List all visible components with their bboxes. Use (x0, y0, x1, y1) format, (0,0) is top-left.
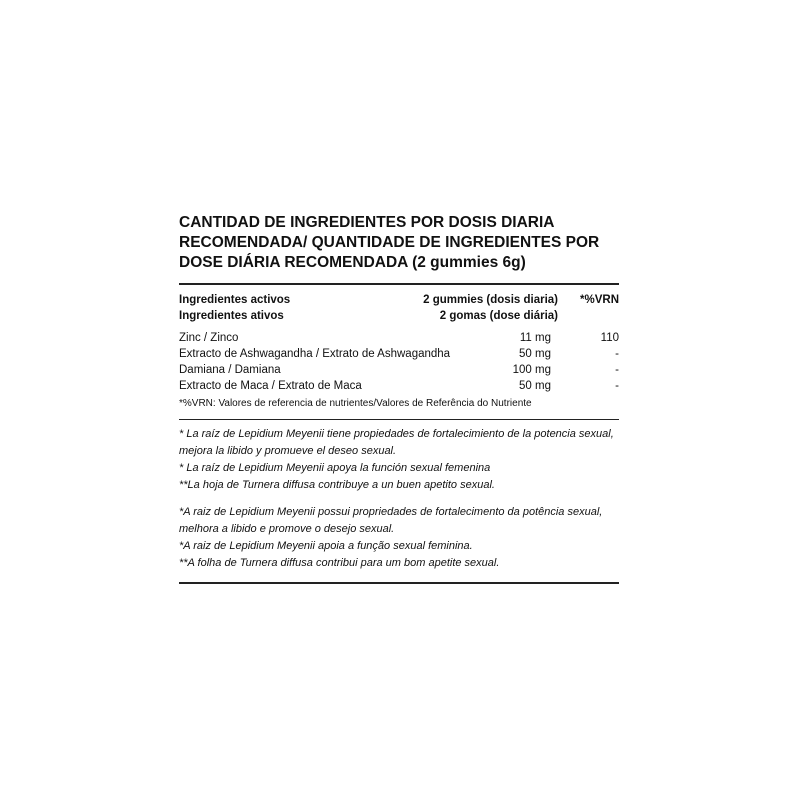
note-es-3: **La hoja de Turnera diffusa contribuye a un buen apetito sexual. (179, 479, 495, 491)
header-qty-pt: 2 gomas (dose diária) (439, 310, 558, 322)
ingredient-name: Extracto de Maca / Extrato de Maca (179, 380, 362, 392)
table-header (179, 292, 619, 324)
note-pt-2: *A raiz de Lepidium Meyenii apoia a função sexual feminina. (179, 540, 473, 552)
table-row (179, 362, 619, 378)
ingredient-qty: 50 mg (519, 348, 551, 360)
ingredient-qty: 11 mg (519, 332, 551, 344)
panel-title (179, 212, 619, 273)
ingredient-name: Extracto de Ashwagandha / Extrato de Ashwagandha (179, 348, 451, 360)
header-name-es: Ingredientes activos (179, 294, 291, 306)
ingredient-name: Zinc / Zinco (179, 332, 239, 344)
title-line-2: RECOMENDADA/ QUANTIDADE DE INGREDIENTES POR (179, 234, 600, 251)
header-name-pt: Ingredientes ativos (179, 310, 284, 322)
ingredient-vrn: - (615, 364, 619, 376)
table-row (179, 330, 619, 346)
title-line-3: DOSE DIÁRIA RECOMENDADA (2 gummies 6g) (179, 254, 526, 271)
title-line-1: CANTIDAD DE INGREDIENTES POR DOSIS DIARIA (179, 214, 555, 231)
header-qty-es: 2 gummies (dosis diaria) (423, 294, 558, 306)
notes-spacer (179, 494, 619, 504)
claims-notes (179, 420, 619, 572)
ingredient-qty: 50 mg (519, 380, 551, 392)
note-es-2: * La raíz de Lepidium Meyenii apoya la función sexual femenina (179, 462, 491, 474)
bottom-divider (179, 582, 619, 584)
vrn-footnote: *%VRN: Valores de referencia de nutrientes/Valores de Referência do Nutriente (179, 398, 532, 409)
ingredient-vrn: 110 (600, 332, 619, 344)
ingredient-name: Damiana / Damiana (179, 364, 281, 376)
ingredient-vrn: - (615, 348, 619, 360)
note-es-1: * La raíz de Lepidium Meyenii tiene propiedades de fortalecimiento de la potencia sexual, mejora la libido y promueve el deseo sexual. (179, 428, 614, 457)
ingredient-vrn: - (615, 380, 619, 392)
table-row (179, 346, 619, 362)
nutrition-panel (179, 212, 619, 584)
table-row (179, 378, 619, 394)
note-pt-1: *A raiz de Lepidium Meyenii possui propriedades de fortalecimento da potência sexual, melhora a libido e promove o desejo sexual. (179, 506, 603, 535)
ingredients-table (179, 285, 619, 411)
ingredient-qty: 100 mg (512, 364, 551, 376)
header-vrn: *%VRN (580, 294, 619, 306)
note-pt-3: **A folha de Turnera diffusa contribui para um bom apetite sexual. (179, 557, 500, 569)
